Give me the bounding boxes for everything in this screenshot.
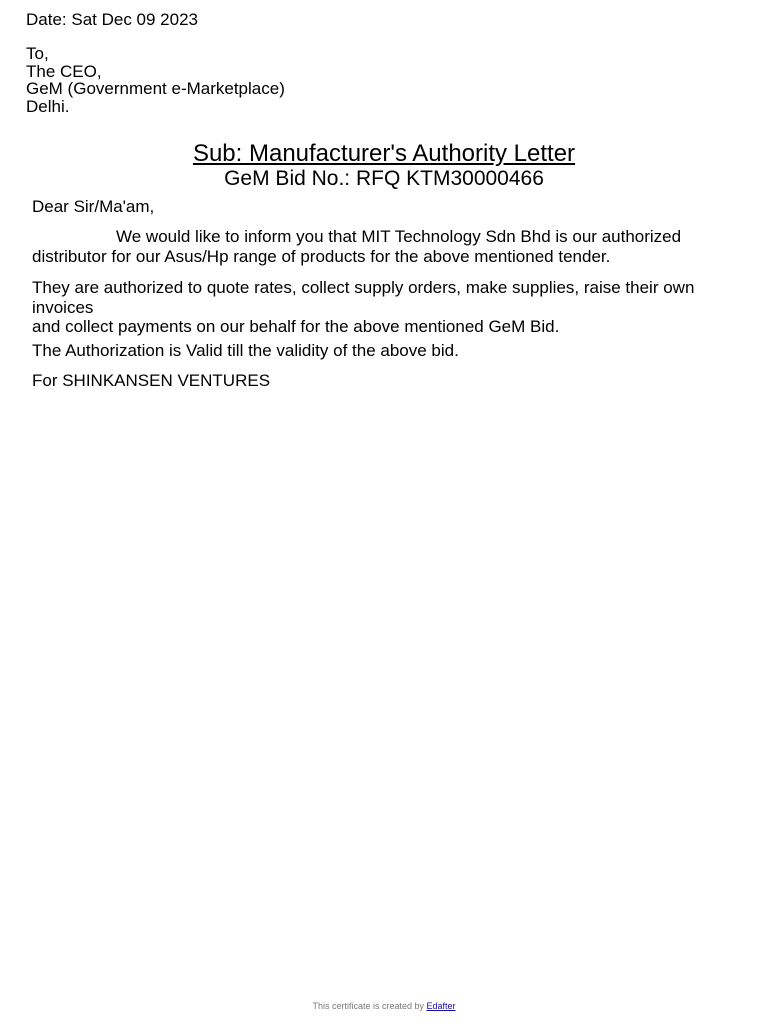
paragraph-distributor-line-2: distributor for our Asus/Hp range of products for the above mentioned tender. (32, 246, 611, 266)
letter-date: Date: Sat Dec 09 2023 (26, 10, 199, 29)
footer-text: This certificate is created by (312, 1001, 424, 1011)
paragraph-authorization (32, 278, 752, 337)
validity-statement: The Authorization is Valid till the validity of the above bid. (32, 341, 459, 360)
signoff: For SHINKANSEN VENTURES (32, 371, 271, 390)
salutation: Dear Sir/Ma'am, (32, 197, 155, 216)
paragraph-distributor-line-1: We would like to inform you that MIT Technology Sdn Bhd is our authorized (116, 227, 682, 246)
paragraph-authorization-line-1: They are authorized to quote rates, collect supply orders, make supplies, raise their own invoices (32, 278, 695, 317)
paragraph-authorization-line-2: and collect payments on our behalf for the above mentioned GeM Bid. (32, 317, 560, 336)
letter-subject: Sub: Manufacturer's Authority Letter (192, 140, 576, 167)
footer-credit (0, 1001, 768, 1011)
address-line-recipient: The CEO, (26, 62, 102, 81)
address-line-city: Delhi. (26, 97, 70, 116)
paragraph-distributor (32, 227, 752, 266)
bid-number: GeM Bid No.: RFQ KTM30000466 (224, 167, 544, 190)
address-line-organization: GeM (Government e-Marketplace) (26, 79, 285, 98)
address-line-to: To, (26, 44, 49, 63)
footer-link[interactable]: Edafter (426, 1001, 456, 1011)
